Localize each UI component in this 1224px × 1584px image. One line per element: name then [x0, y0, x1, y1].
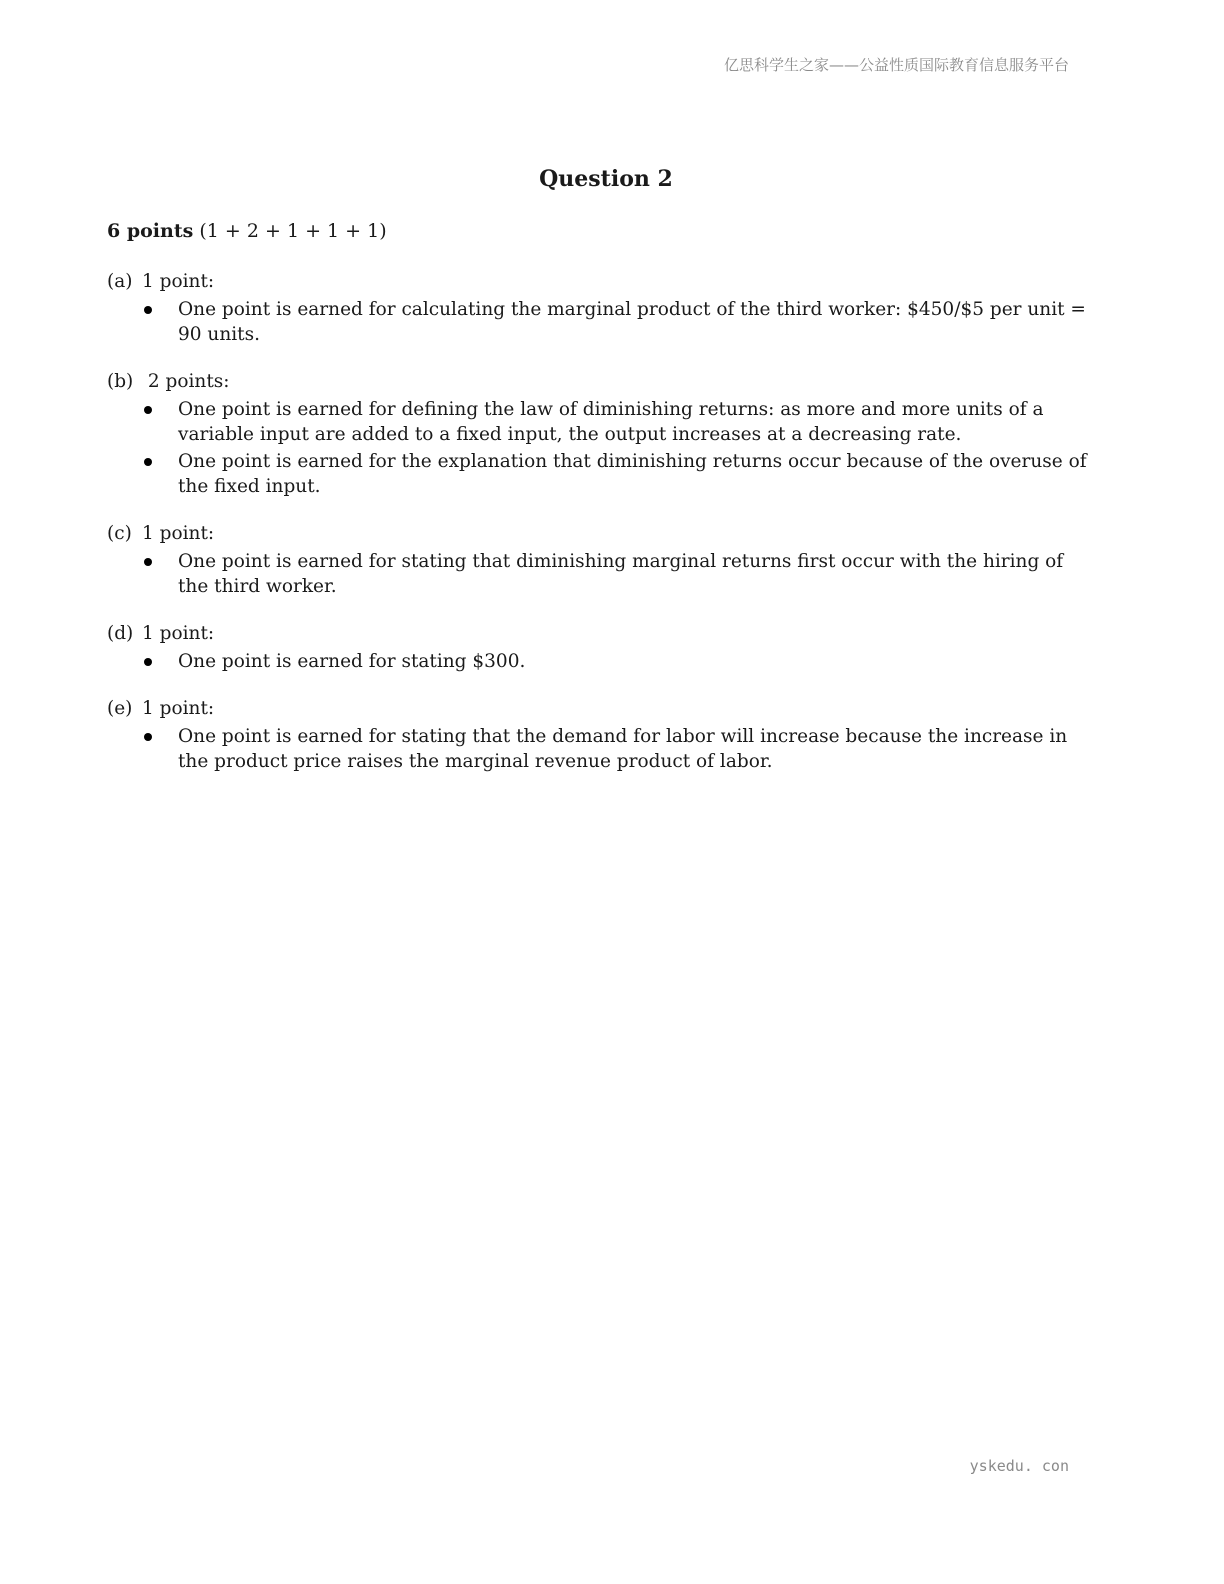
points-summary [107, 220, 387, 242]
bullet-text: One point is earned for defining the law of diminishing returns: as more and more units of a variable input are added to a fixed input, the output increases at a decreasing rate. [178, 399, 1044, 445]
page-title: Question 2 [539, 166, 673, 192]
part-b [107, 369, 1097, 499]
bullet-list [107, 297, 1097, 347]
part-c [107, 521, 1097, 599]
part-points: 1 point: [142, 523, 215, 544]
header-watermark: 亿思科学生之家——公益性质国际教育信息服务平台 [723, 56, 1069, 74]
part-header [107, 521, 1097, 546]
part-points: 1 point: [142, 271, 215, 292]
bullet-icon [144, 558, 152, 566]
list-item [107, 649, 1097, 674]
part-points: 1 point: [142, 623, 215, 644]
bullet-text: One point is earned for the explanation that diminishing returns occur because of the overuse of the fixed input. [178, 451, 1087, 497]
bullet-icon [144, 306, 152, 314]
bullet-text: One point is earned for stating that the demand for labor will increase because the increase in the product price raises the marginal revenue product of labor. [178, 726, 1068, 772]
bullet-list [107, 549, 1097, 599]
footer-watermark: yskedu. con [969, 1457, 1069, 1475]
points-total: 6 points [107, 220, 194, 242]
bullet-list [107, 649, 1097, 674]
bullet-list [107, 397, 1097, 499]
part-header [107, 696, 1097, 721]
part-letter: (a) [107, 271, 133, 292]
part-points: 1 point: [142, 698, 215, 719]
bullet-icon [144, 458, 152, 466]
part-letter: (c) [107, 523, 132, 544]
list-item [107, 449, 1097, 499]
part-header [107, 269, 1097, 294]
bullet-text: One point is earned for stating $300. [178, 651, 526, 672]
list-item [107, 397, 1097, 447]
bullet-icon [144, 406, 152, 414]
part-header [107, 369, 1097, 394]
bullet-icon [144, 733, 152, 741]
part-d [107, 621, 1097, 674]
points-breakdown: (1 + 2 + 1 + 1 + 1) [193, 220, 387, 242]
part-letter: (d) [107, 623, 134, 644]
bullet-icon [144, 658, 152, 666]
bullet-text: One point is earned for calculating the marginal product of the third worker: $450/$5 per unit = 90 units. [178, 299, 1086, 345]
part-letter: (e) [107, 698, 133, 719]
list-item [107, 724, 1097, 774]
part-letter: (b) [107, 371, 134, 392]
part-a [107, 269, 1097, 347]
scoring-parts [107, 269, 1097, 796]
part-e [107, 696, 1097, 774]
list-item [107, 549, 1097, 599]
part-points: 2 points: [142, 371, 230, 392]
bullet-text: One point is earned for stating that diminishing marginal returns first occur with the hiring of the third worker. [178, 551, 1064, 597]
part-header [107, 621, 1097, 646]
list-item [107, 297, 1097, 347]
bullet-list [107, 724, 1097, 774]
